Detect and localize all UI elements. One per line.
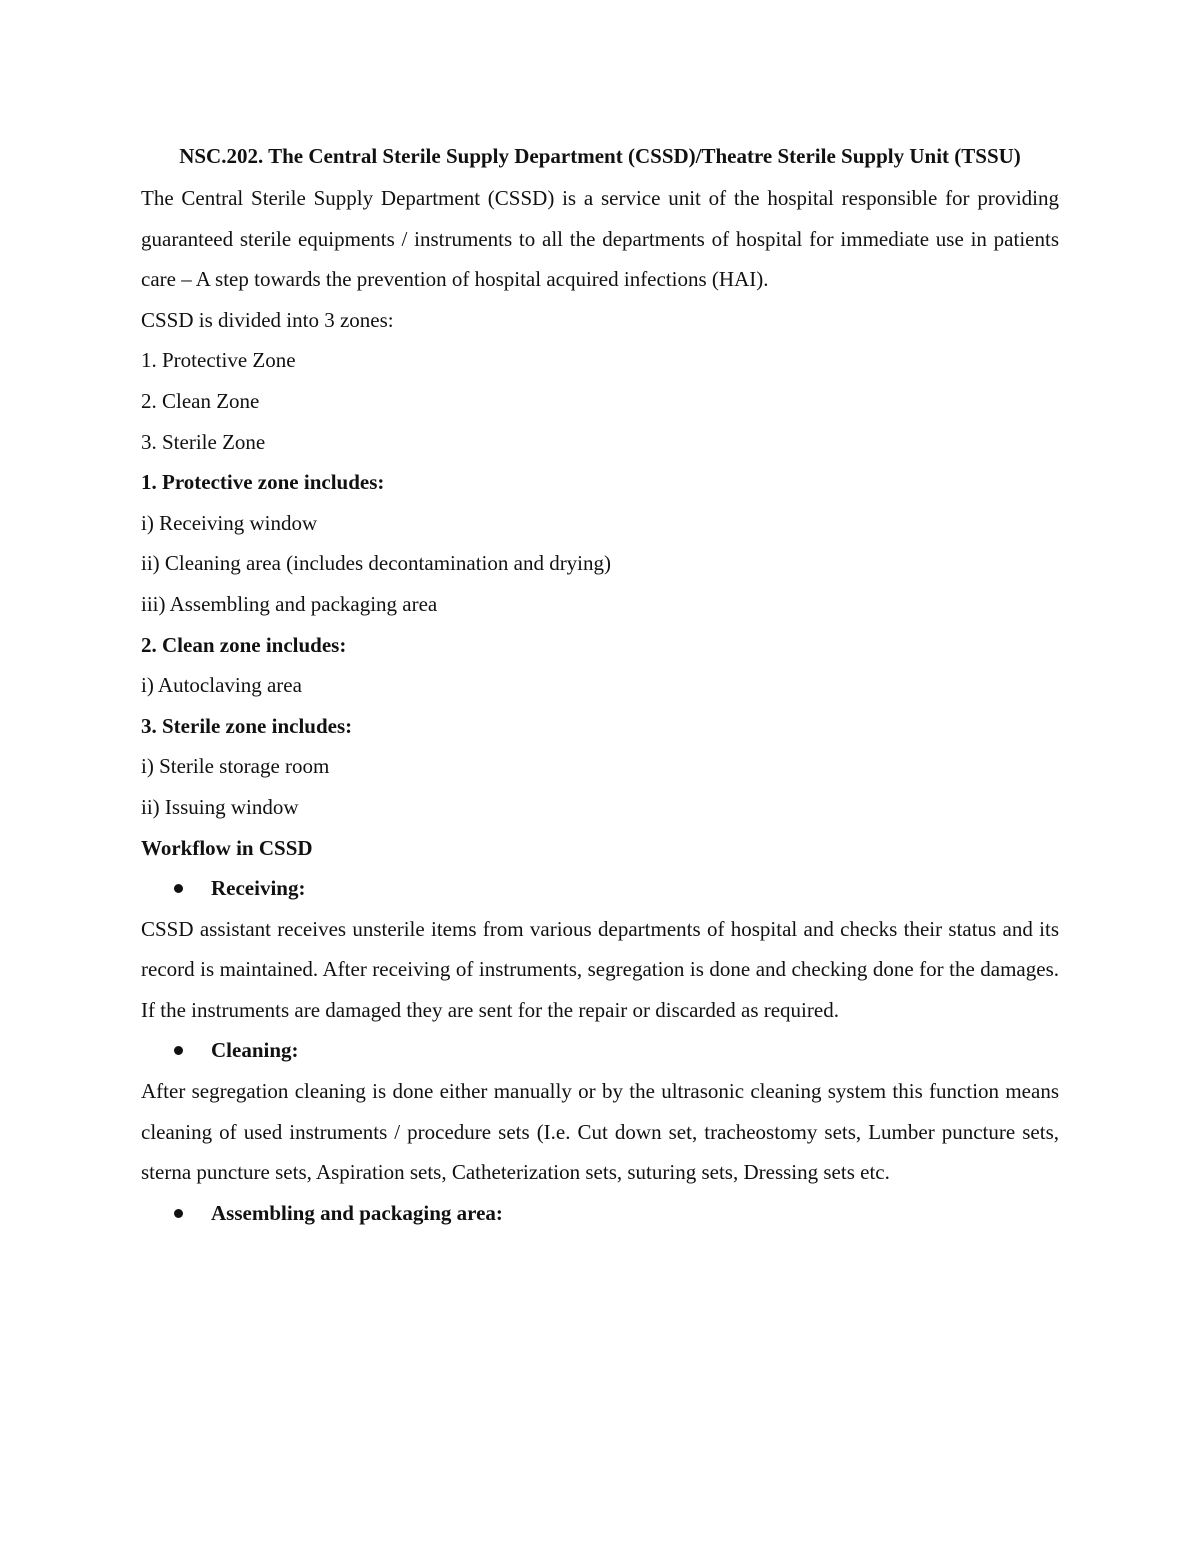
clean-zone-item: i) Autoclaving area [141,673,302,698]
sterile-zone-item: ii) Issuing window [141,794,299,819]
receiving-paragraph: CSSD assistant receives unsterile items from various departments of hospital and checks their status and its record is maintained. After receiving of instruments, segregation is done and checking done for the damages. If the instruments are damaged they are sent for the repair or discarded as required. [141,916,1059,1022]
cleaning-paragraph: After segregation cleaning is done either manually or by the ultrasonic cleaning system this function means cleaning of used instruments / procedure sets (I.e. Cut down set, tracheostomy sets, Lumber puncture sets, sterna puncture sets, Aspiration sets, Catheterization sets, suturing sets, Dressing sets etc. [141,1079,1059,1185]
protective-zone-heading: 1. Protective zone includes: [141,470,385,495]
zone-list-item: 3. Sterile Zone [141,429,266,454]
protective-zone-item: i) Receiving window [141,510,318,535]
assembling-bullet [141,1193,1059,1234]
sterile-zone-item: i) Sterile storage room [141,754,330,779]
protective-zone-item: iii) Assembling and packaging area [141,591,438,616]
bullet-icon [174,884,183,893]
receiving-bullet [141,868,1059,909]
assembling-label: Assembling and packaging area: [211,1200,503,1225]
protective-zone-item: ii) Cleaning area (includes decontamination and drying) [141,551,612,576]
receiving-label: Receiving: [211,876,306,901]
page-title: NSC.202. The Central Sterile Supply Department (CSSD)/Theatre Sterile Supply Unit (TSSU) [179,144,1021,168]
zone-list-item: 2. Clean Zone [141,388,260,413]
cleaning-bullet [141,1030,1059,1071]
bullet-icon [174,1046,183,1055]
sterile-zone-heading: 3. Sterile zone includes: [141,713,353,738]
zones-intro: CSSD is divided into 3 zones: [141,307,394,332]
workflow-heading: Workflow in CSSD [141,835,313,860]
clean-zone-heading: 2. Clean zone includes: [141,632,347,657]
intro-paragraph: The Central Sterile Supply Department (CSSD) is a service unit of the hospital responsible for providing guaranteed sterile equipments / instruments to all the departments of hospital for immediate use in patients care – A step towards the prevention of hospital acquired infections (HAI). [141,186,1059,292]
zone-list-item: 1. Protective Zone [141,348,296,373]
document-page [141,140,1059,1233]
bullet-icon [174,1209,183,1218]
cleaning-label: Cleaning: [211,1038,299,1063]
